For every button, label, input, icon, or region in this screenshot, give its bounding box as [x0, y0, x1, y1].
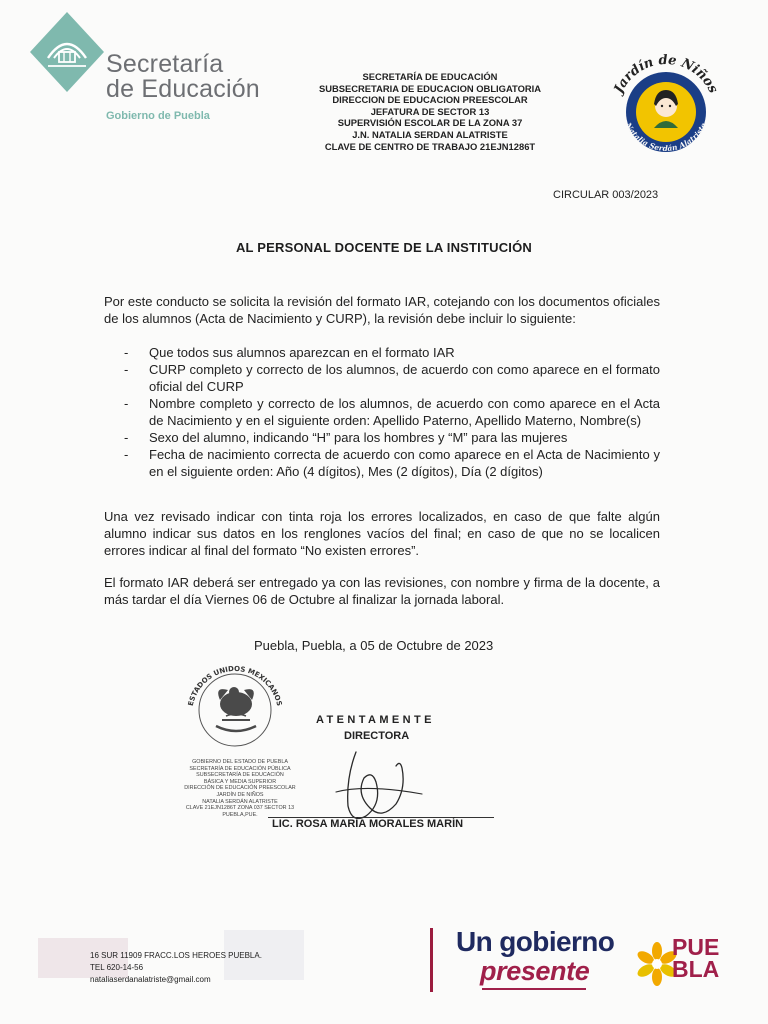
list-dash: -: [124, 345, 129, 360]
puebla-word-line1: PUE: [672, 934, 720, 960]
list-item-text: Sexo del alumno, indicando “H” para los hombres y “M” para las mujeres: [149, 430, 568, 445]
slogan-line2: presente: [480, 956, 590, 986]
kindergarten-seal-icon: [604, 46, 728, 170]
letterhead-line: SECRETARÍA DE EDUCACIÓN: [362, 71, 498, 82]
document-title: AL PERSONAL DOCENTE DE LA INSTITUCIÓN: [235, 240, 533, 255]
list-dash: -: [124, 447, 129, 462]
stamp-line: CLAVE 21EJN1286T ZONA 037 SECTOR 13: [185, 805, 295, 812]
org-subtitle: Gobierno de Puebla: [106, 110, 210, 122]
contact-phone: TEL 620-14-56: [90, 963, 144, 972]
stamp-line: SUBSECRETARÍA DE EDUCACIÓN: [196, 772, 284, 779]
list-item: [124, 429, 660, 446]
list-item-text: Que todos sus alumnos aparezcan en el formato IAR: [149, 345, 455, 360]
letterhead-line: J.N. NATALIA SERDAN ALATRISTE: [352, 128, 508, 140]
circular-number: CIRCULAR 003/2023: [553, 189, 659, 201]
letterhead-line: JEFATURA DE SECTOR 13: [370, 105, 490, 117]
sep-logo-icon: [26, 8, 108, 96]
list-dash: -: [124, 396, 129, 411]
intro-paragraph: Por este conducto se solicita la revisión del formato IAR, cotejando con los documentos oficiales de los alumnos (Acta de Nacimiento y CURP), la revisión debe incluir lo siguiente:: [104, 294, 660, 326]
stamp-line: GOBIERNO DEL ESTADO DE PUEBLA: [192, 759, 288, 765]
stamp-line: JARDÍN DE NIÑOS: [216, 791, 264, 798]
footer-divider: [430, 928, 433, 992]
list-item-text: Nombre completo y correcto de los alumnos, de acuerdo con como aparece en el Acta de Nacimiento y en el siguiente orden: Apellido Paterno, Apellido Materno, Nombre(s): [149, 396, 660, 428]
closing-atentamente: ATENTAMENTE: [316, 714, 435, 726]
stamp-line: PUEBLA,PUE.: [222, 811, 258, 818]
contact-address: 16 SUR 11909 FRACC.LOS HEROES PUEBLA.: [90, 951, 262, 960]
place-date: Puebla, Puebla, a 05 de Octubre de 2023: [254, 638, 494, 653]
puebla-word-line2: BLA: [672, 956, 720, 982]
list-item-text: Fecha de nacimiento correcta de acuerdo con como aparece en el Acta de Nacimiento y en el siguiente orden: Año (4 dígitos), Mes (2 dígitos), Día (2 dígitos): [149, 447, 660, 479]
list-item: [124, 361, 660, 395]
letterhead-line: DIRECCION DE EDUCACION PREESCOLAR: [332, 94, 528, 106]
stamp-line: BÁSICA Y MEDIA SUPERIOR: [203, 778, 277, 785]
kinder-seal-bottom-text: Natalia Serdán Alatriste: [623, 121, 709, 153]
letterhead-line: SUPERVISIÓN ESCOLAR DE LA ZONA 37: [337, 117, 523, 129]
org-name-line1: Secretaría: [106, 50, 224, 78]
list-item: [124, 395, 660, 429]
list-dash: -: [124, 362, 129, 377]
stamp-line: NATALIA SERDÁN ALATRISTE: [202, 798, 278, 805]
letterhead-line: SUBSECRETARIA DE EDUCACION OBLIGATORIA: [318, 82, 542, 94]
stamp-ring-text: ESTADOS UNIDOS MEXICANOS: [186, 664, 284, 707]
slogan-underline: [482, 988, 586, 990]
deadline-paragraph: El formato IAR deberá ser entregado ya con las revisiones, con nombre y firma de la docente, a más tardar el día Viernes 06 de Octubre al finalizar la jornada laboral.: [104, 575, 660, 607]
puebla-wordmark: [672, 936, 724, 980]
sep-wordmark: [106, 52, 260, 122]
list-dash: -: [124, 430, 129, 445]
list-item: [124, 344, 660, 361]
list-item-text: CURP completo y correcto de los alumnos, de acuerdo con como aparece en el formato oficial del CURP: [149, 362, 660, 394]
stamp-text-block: [140, 759, 340, 818]
org-name-line2: de Educación: [106, 75, 260, 103]
mexican-coat-of-arms-stamp-icon: [176, 656, 294, 754]
letterhead-institution: [280, 71, 580, 152]
requirements-list: [124, 344, 660, 480]
kinder-seal-top-text: Jardín de Niños: [611, 52, 721, 96]
contact-email: nataliaserdanalatriste@gmail.com: [90, 975, 211, 984]
stamp-line: SECRETARÍA DE EDUCACIÓN PÚBLICA: [189, 765, 291, 772]
instructions-paragraph: Una vez revisado indicar con tinta roja los errores localizados, en caso de que falte algún alumno indicar sus datos en los renglones vacíos del final; en caso de que no se localicen errores indicar al final del formato “No existen errores”.: [104, 509, 660, 558]
signer-name: LIC. ROSA MARÍA MORALES MARÍN: [272, 818, 464, 830]
letterhead-line: CLAVE DE CENTRO DE TRABAJO 21EJN1286T: [324, 140, 536, 152]
contact-info: [90, 950, 262, 986]
list-item: [124, 446, 660, 480]
stamp-line: DIRECCIÓN DE EDUCACIÓN PREESCOLAR: [184, 785, 296, 792]
closing-role: DIRECTORA: [344, 730, 410, 742]
slogan-line1: Un gobierno: [456, 926, 615, 957]
